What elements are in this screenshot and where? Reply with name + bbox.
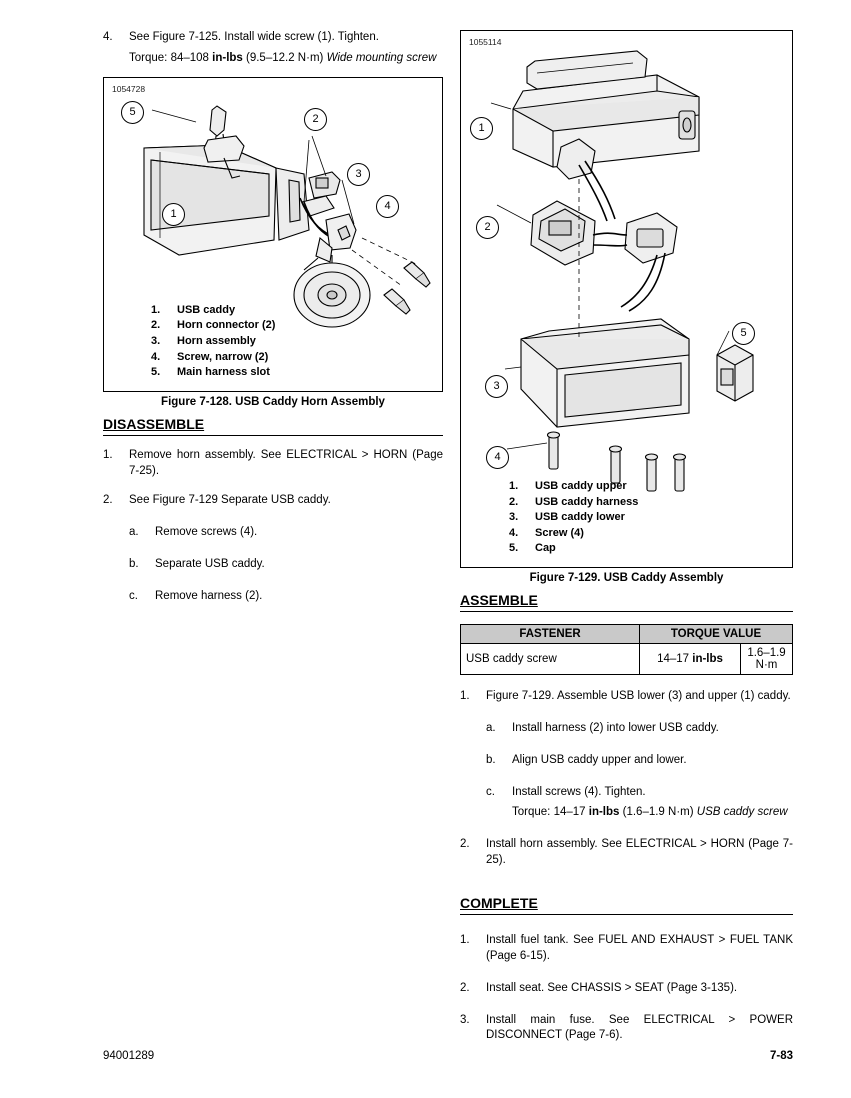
figure-caption-129: Figure 7-129. USB Caddy Assembly <box>529 572 724 584</box>
complete-step-3 <box>460 1013 793 1045</box>
legend-number: 4. <box>509 526 519 539</box>
substep-number: c. <box>486 785 495 798</box>
legend-label: Horn assembly <box>177 334 256 347</box>
table-row <box>461 644 793 675</box>
section-complete: COMPLETE <box>460 895 793 915</box>
step-number: 1. <box>103 448 113 461</box>
footer-part-number: 94001289 <box>103 1050 155 1062</box>
legend-row <box>509 526 638 542</box>
column-header-torque-value: TORQUE VALUE <box>640 625 793 644</box>
assemble-step-1 <box>460 689 793 705</box>
table-header-row <box>461 625 793 644</box>
legend-label: USB caddy harness <box>535 495 639 508</box>
disassemble-step-2c <box>103 589 443 605</box>
right-column <box>460 30 793 1053</box>
disassemble-step-2 <box>103 493 443 509</box>
torque-value: 14–17 <box>657 653 690 665</box>
legend-row <box>509 541 638 557</box>
disassemble-step-2a <box>103 525 443 541</box>
column-header-fastener: FASTENER <box>461 625 640 644</box>
step-number: 2. <box>103 494 113 507</box>
step-number: 3. <box>460 1013 470 1026</box>
step-text: Remove horn assembly. See ELECTRICAL > HORN (Page 7-25). <box>129 448 443 477</box>
cell-torque-imperial <box>640 644 741 675</box>
step-text: See Figure 7-129 Separate USB caddy. <box>129 494 331 507</box>
substep-text: Install harness (2) into lower USB caddy. <box>512 721 719 734</box>
assemble-step-1c <box>460 785 793 822</box>
footer-page-number: 7-83 <box>769 1050 793 1062</box>
torque-value: 14–17 <box>553 806 586 819</box>
step-text: Figure 7-129. Assemble USB lower (3) and upper (1) caddy. <box>486 690 791 702</box>
callout-3: 3 <box>347 163 370 186</box>
callout-5: 5 <box>121 101 144 124</box>
legend-label: Main harness slot <box>177 366 270 379</box>
figure-7-128 <box>103 77 443 392</box>
substep-number: a. <box>486 721 496 734</box>
legend-label: USB caddy <box>177 303 236 316</box>
legend-label: USB caddy lower <box>535 511 625 524</box>
step-number: 1. <box>460 934 470 947</box>
callout-2: 2 <box>304 108 327 131</box>
step-number: 1. <box>460 690 470 702</box>
torque-unit: in-lbs <box>212 51 243 64</box>
substep-number: b. <box>486 753 496 766</box>
legend-row <box>151 303 275 319</box>
legend-label: Screw, narrow (2) <box>177 350 269 363</box>
torque-metric: (9.5–12.2 N·m) <box>246 51 324 64</box>
assemble-step-2 <box>460 837 793 869</box>
legend-row <box>151 318 275 334</box>
step-text: Install main fuse. See ELECTRICAL > POWER DISCONNECT (Page 7-6). <box>486 1013 793 1042</box>
figure-legend <box>509 479 638 557</box>
step-text: Install fuel tank. See FUEL AND EXHAUST > FUEL TANK (Page 6-15). <box>486 934 793 962</box>
figure-id: 1054728 <box>112 83 146 94</box>
step-text: Install seat. See CHASSIS > SEAT (Page 3-135). <box>486 981 738 994</box>
cell-fastener: USB caddy screw <box>461 644 640 675</box>
torque-spec <box>512 805 793 821</box>
substep-text: Remove harness (2). <box>155 590 263 603</box>
section-assemble: ASSEMBLE <box>460 592 793 612</box>
callout-1: 1 <box>470 117 493 140</box>
step-number: 2. <box>460 981 470 994</box>
step-text: See Figure 7-125. Install wide screw (1). Tighten. <box>129 31 379 43</box>
callout-4: 4 <box>376 195 399 218</box>
legend-label: Screw (4) <box>535 526 584 539</box>
legend-number: 4. <box>151 350 161 363</box>
legend-row <box>151 365 275 381</box>
cell-torque-metric: 1.6–1.9 N·m <box>741 644 793 675</box>
legend-number: 1. <box>151 303 161 316</box>
substep-text: Remove screws (4). <box>155 526 258 539</box>
torque-note: USB caddy screw <box>696 806 788 819</box>
figure-legend <box>151 303 275 381</box>
legend-number: 3. <box>509 511 519 524</box>
assemble-step-1b <box>460 753 793 769</box>
left-column <box>103 30 443 614</box>
disassemble-step-1 <box>103 448 443 480</box>
step-text: Install horn assembly. See ELECTRICAL > HORN (Page 7-25). <box>486 838 793 867</box>
step-number: 4. <box>103 31 113 43</box>
substep-number: a. <box>129 526 139 539</box>
figure-id: 1055114 <box>469 37 502 47</box>
substep-text: Align USB caddy upper and lower. <box>512 753 687 766</box>
callout-2: 2 <box>476 216 499 239</box>
legend-row <box>509 479 638 495</box>
callout-5: 5 <box>732 322 755 345</box>
legend-row <box>509 510 638 526</box>
torque-label: Torque: <box>512 806 551 819</box>
legend-number: 5. <box>151 366 161 379</box>
substep-text: Install screws (4). Tighten. <box>512 785 646 798</box>
torque-unit: in-lbs <box>692 653 723 665</box>
torque-table <box>460 624 793 675</box>
substep-text: Separate USB caddy. <box>155 558 265 571</box>
figure-caption-128: Figure 7-128. USB Caddy Horn Assembly <box>161 395 385 408</box>
legend-row <box>509 495 638 511</box>
step-4 <box>103 30 443 67</box>
figure-7-129 <box>460 30 793 568</box>
legend-number: 1. <box>509 479 519 492</box>
legend-row <box>151 334 275 350</box>
torque-label: Torque: <box>129 51 168 64</box>
legend-row <box>151 350 275 366</box>
torque-metric: (1.6–1.9 N·m) <box>622 806 694 819</box>
legend-number: 2. <box>151 319 161 332</box>
complete-step-1 <box>460 933 793 965</box>
legend-label: Horn connector (2) <box>177 319 276 332</box>
assemble-step-1a <box>460 721 793 737</box>
callout-1: 1 <box>162 203 185 226</box>
legend-label: Cap <box>535 542 556 555</box>
legend-number: 3. <box>151 334 161 347</box>
torque-note: Wide mounting screw <box>326 51 437 64</box>
legend-label: USB caddy upper <box>535 479 627 492</box>
step-number: 2. <box>460 838 470 851</box>
torque-unit: in-lbs <box>588 806 620 819</box>
complete-step-2 <box>460 981 793 997</box>
legend-number: 2. <box>509 495 519 508</box>
usb-caddy-assembly-illustration <box>461 39 792 509</box>
legend-number: 5. <box>509 542 519 555</box>
callout-3: 3 <box>485 375 508 398</box>
section-disassemble: DISASSEMBLE <box>103 416 443 436</box>
torque-value: 84–108 <box>170 51 209 64</box>
disassemble-step-2b <box>103 557 443 573</box>
substep-number: b. <box>129 558 139 571</box>
callout-4: 4 <box>486 446 509 469</box>
torque-spec <box>129 51 443 67</box>
substep-number: c. <box>129 590 138 603</box>
